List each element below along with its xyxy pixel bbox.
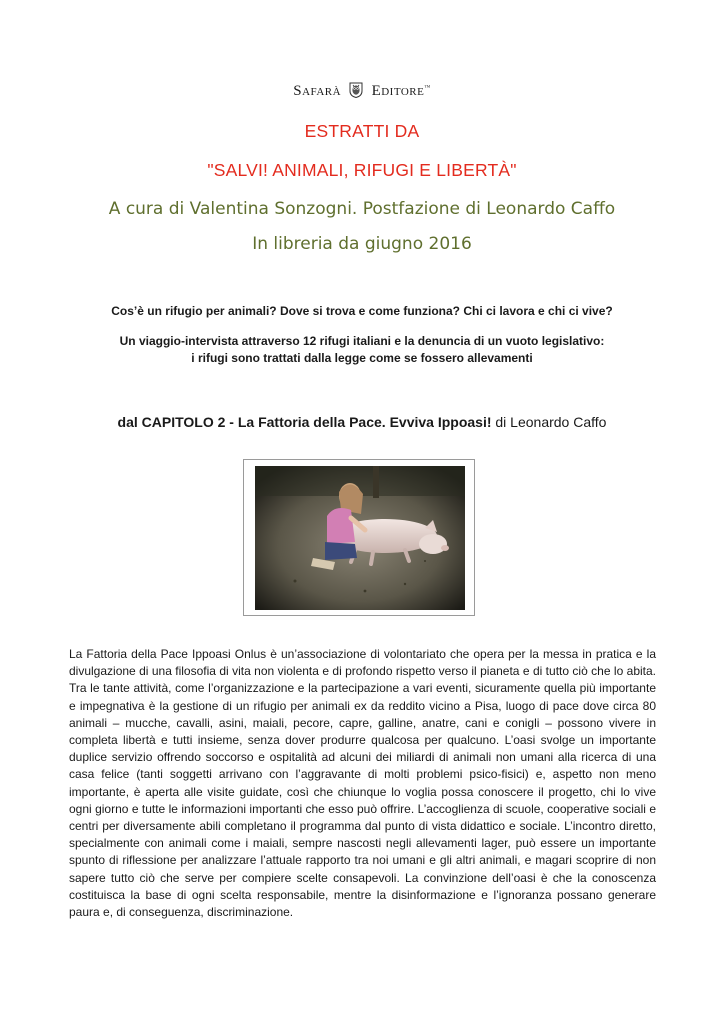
book-credits: A cura di Valentina Sonzogni. Postfazione di Leonardo Caffo <box>108 199 616 219</box>
book-title: "SALVI! ANIMALI, RIFUGI E LIBERTÀ" <box>207 160 517 180</box>
intro-questions: Cos’è un rifugio per animali? Dove si trova e come funziona? Chi ci lavora e chi ci vive? <box>111 304 613 318</box>
photo-image <box>255 466 465 610</box>
chapter-title: dal CAPITOLO 2 - La Fattoria della Pace. Evviva Ippoasi! <box>117 414 492 430</box>
chapter-heading <box>0 414 724 430</box>
chapter-author: di Leonardo Caffo <box>495 414 607 430</box>
intro-summary-line2: i rifugi sono trattati dalla legge come se fossero allevamenti <box>191 351 533 365</box>
intro-summary-line1: Un viaggio-intervista attraverso 12 rifugi italiani e la denuncia di un vuoto legislativo: <box>119 334 605 348</box>
release-date: In libreria da giugno 2016 <box>252 234 472 254</box>
publisher-logo <box>0 82 724 100</box>
heading-line1: ESTRATTI DA <box>304 121 420 141</box>
owl-crest-icon <box>349 82 363 98</box>
photo-girl-with-pig <box>243 459 475 616</box>
body-paragraph: La Fattoria della Pace Ippoasi Onlus è un’associazione di volontariato che opera per la messa in pratica e la divulgazione di una filosofia di vita non violenta e di profondo rispetto verso il pianeta e di tutto ciò che lo abita. Tra le tante attività, come l’organizzazione e la partecipazione a vari eventi, sicuramente quella più importante e impegnativa è la gestione di un rifugio per animali ex da reddito vicino a Pisa, luogo di pace dove circa 80 animali – mucche, cavalli, asini, maiali, pecore, capre, galline, anatre, cani e conigli – possono vivere in completa libertà e tutti insieme, senza dover produrre qualcosa per qualcuno. L’oasi svolge un importante duplice servizio offrendo soccorso e ospitalità ad alcuni dei miliardi di animali non umani alla ricerca di una casa felice (tanti soggetti arrivano con l’aggravante di molti problemi psico-fisici) e, aspetto non meno importante, è aperta alle visite guidate, così che chiunque lo voglia possa conoscere il progetto, chi lo vive ogni giorno e tutte le informazioni importanti che esso può offrire. L’accoglienza di scuole, cooperative sociali e centri per diversamente abili completano il programma dal punto di vista didattico e sociale. L’incontro diretto, specialmente con animali come i maiali, sempre nascosti negli allevamenti lager, può essere un importante spunto di riflessione per analizzare l’attuale rapporto tra noi umani e gli altri animali, e magari scoprire di non sapere tutto ciò che serve per compiere scelte consapevoli. La convinzione dell’oasi è che la conoscenza costituisca la base di ogni scelta responsabile, mentre la disinformazione e l’ignoranza possano generare paura e, di conseguenza, discriminazione. <box>69 647 656 920</box>
publisher-name-right: Editore <box>371 83 425 99</box>
publisher-name-left: Safarà <box>293 83 342 99</box>
trademark-symbol: ™ <box>424 85 431 91</box>
